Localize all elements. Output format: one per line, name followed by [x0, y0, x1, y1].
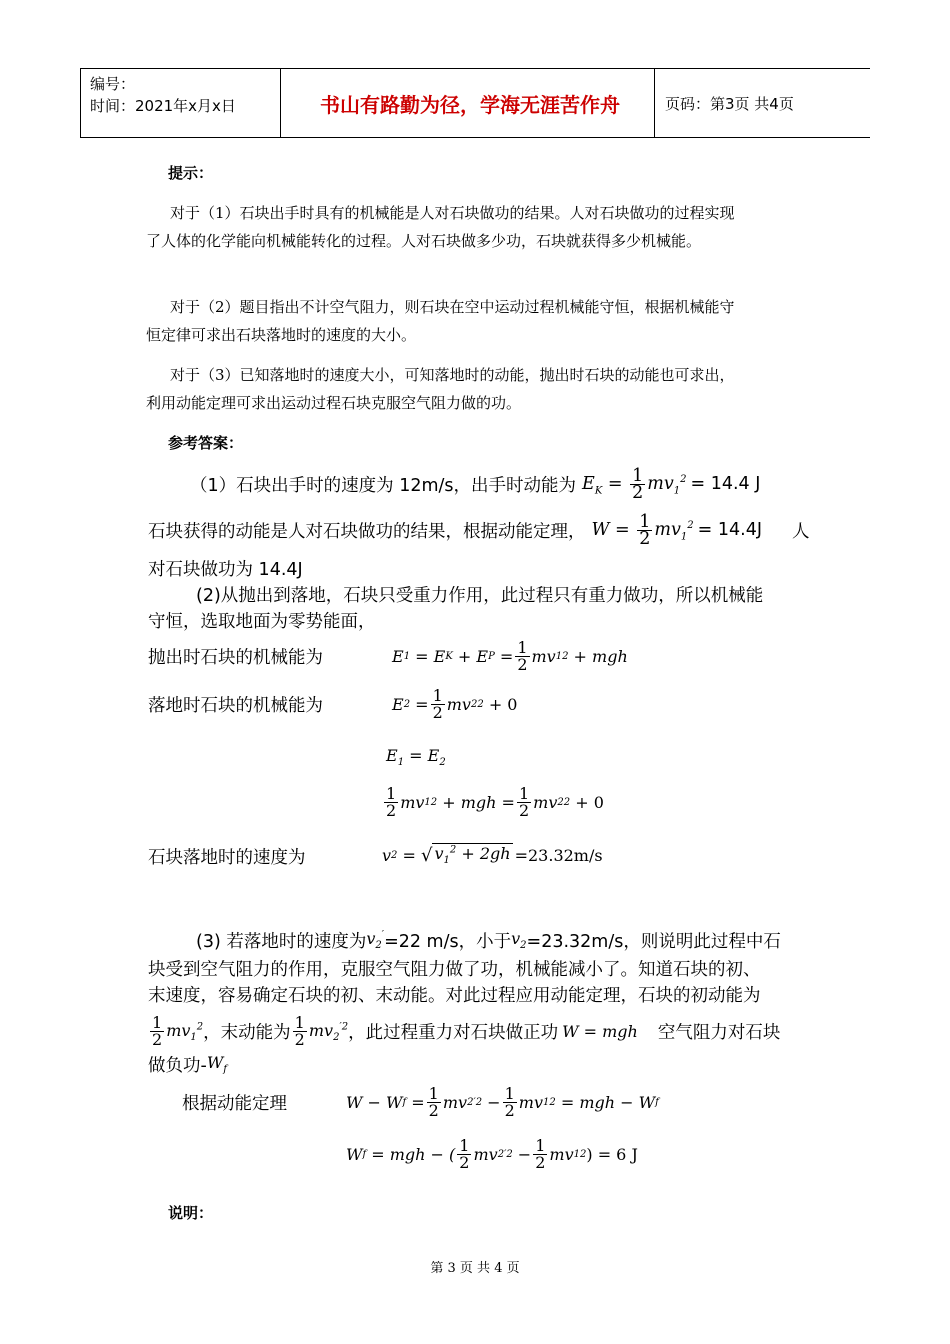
work-equation: W = $\frac{1}{2}$ $mv_1^2$: [591, 511, 694, 549]
answer-3-line-2: 块受到空气阻力的作用，克服空气阻力做了功，机械能减小了。知道石块的初、: [148, 960, 761, 980]
header-motto: 书山有路勤为径，学海无涯苦作舟: [320, 92, 620, 117]
header-meta: [90, 73, 236, 117]
answer-3-line-1: (3) 若落地时的速度为 $v_2'$ =22 m/s，小于 $v_2$ =23.32m/s，则说明此过程中石: [196, 929, 781, 952]
hint-paragraph-2: 对于（2）题目指出不计空气阻力，则石块在空中运动过程机械能守恒，根据机械能守: [170, 298, 735, 316]
landed-energy-equation: E 2 = $\frac{1}{2}$ mv 2 2 + 0: [392, 685, 518, 722]
answer-2-line-1: (2)从抛出到落地，石块只受重力作用，此过程只有重力做功，所以机械能: [196, 586, 764, 606]
answer-1-line-1: （1）石块出手时的速度为 12m/s，出手时动能为 $E_K$ = $\frac{1}{2}$ $mv_1^2$ = 14.4 J: [190, 465, 761, 503]
note-title: 说明：: [168, 1204, 214, 1222]
energy-balance-equation: $\frac{1}{2}$ mv 1 2 + mgh = $\frac{1}{2}$ mv 2 2 + 0: [386, 783, 604, 820]
hint-paragraph-3: 对于（3）已知落地时的速度大小，可知落地时的动能，抛出时石块的动能也可求出，: [170, 366, 735, 384]
answer-2-line-2: 守恒，选取地面为零势能面，: [148, 612, 376, 632]
hint-paragraph-1-line-2: 了人体的化学能向机械能转化的过程。人对石块做多少功，石块就获得多少机械能。: [146, 232, 702, 250]
header-divider: [280, 69, 281, 137]
hint-paragraph-2-line-2: 恒定律可求出石块落地时的速度的大小。: [146, 326, 417, 344]
time-label: 时间：2021年x月x日: [90, 97, 236, 115]
answer-1-line-3: 对石块做功为 14.4J: [148, 560, 303, 580]
page-footer: 第 3 页 共 4 页: [430, 1261, 520, 1276]
landing-speed-label: 石块落地时的速度为: [148, 848, 306, 868]
answer-3-line-5: 做负功- $W_f$: [148, 1053, 227, 1076]
header-page-info: 页码：第3页 共4页: [665, 95, 794, 113]
landed-energy-label: 落地时石块的机械能为: [148, 696, 323, 716]
hint-paragraph-3-line-2: 利用动能定理可求出运动过程石块克服空气阻力做的功。: [146, 394, 522, 412]
header-table: [80, 68, 870, 138]
number-label: 编号：: [90, 75, 136, 93]
hint-paragraph-1: 对于（1）石块出手时具有的机械能是人对石块做功的结果。人对石块做功的过程实现: [170, 204, 735, 222]
thrown-energy-label: 抛出时石块的机械能为: [148, 648, 323, 668]
thrown-energy-equation: E 1 = E K + E P = $\frac{1}{2}$ mv 1 2 + mgh: [392, 637, 628, 674]
header-divider: [80, 69, 81, 137]
answer-3-line-3: 末速度，容易确定石块的初、末动能。对此过程应用动能定理，石块的初动能为: [148, 986, 761, 1006]
answer-3-line-4: $\frac{1}{2}$ $mv_1^2$ ，末动能为 $\frac{1}{2}$ $mv_2^{'2}$ ，此过程重力对石块做正功 W = mgh 空气阻力对石块: [152, 1012, 781, 1049]
air-resistance-work-equation: W f = mgh − ( $\frac{1}{2}$ mv 2 ′2 − $\frac{1}{2}$ mv 1 2 ) = 6 J: [346, 1135, 638, 1172]
hint-title: 提示：: [168, 164, 214, 182]
theorem-label: 根据动能定理: [182, 1094, 287, 1114]
answer-1-line-2: 石块获得的动能是人对石块做功的结果，根据动能定理， W = $\frac{1}{2}$ $mv_1^2$ = 14.4J 人: [148, 511, 810, 549]
kinetic-energy-equation: $E_K$ = $\frac{1}{2}$ $mv_1^2$: [582, 465, 687, 503]
work-energy-equation: W − W f = $\frac{1}{2}$ mv 2 ′2 − $\frac{1}{2}$ mv 1 2 = mgh − W f: [346, 1083, 659, 1120]
answer-title: 参考答案：: [168, 434, 244, 452]
landing-speed-equation: v 2 = √ $v_1^2 + 2gh$ =23.32m/s: [382, 844, 603, 867]
energy-conservation-equation: $E_1 = E_2$: [386, 746, 446, 769]
